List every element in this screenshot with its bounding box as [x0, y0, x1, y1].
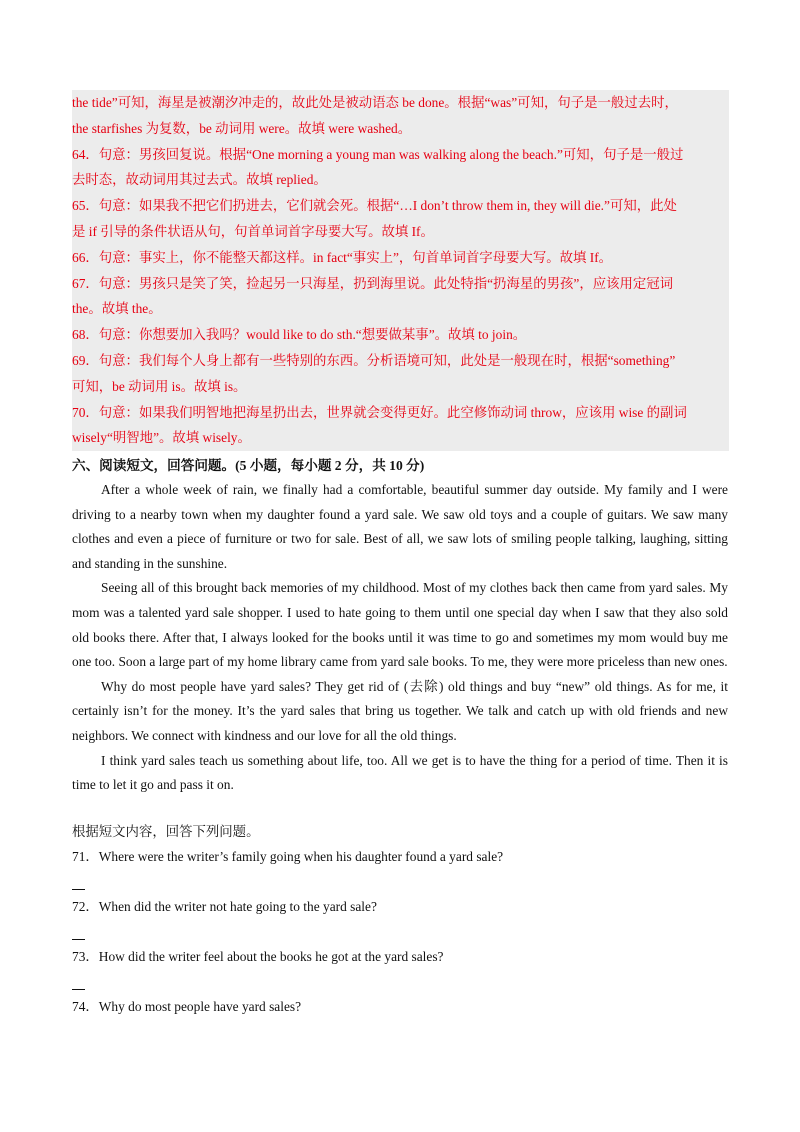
answer-blank-71[interactable]: [72, 889, 85, 890]
question-72: 72．When did the writer not hate going to the yard sale?: [72, 899, 377, 914]
answer-line: 64．句意：男孩回复说。根据“One morning a young man was walking along the beach.”可知，句子是一般过: [72, 146, 684, 162]
answer-line: 65．句意：如果我不把它们扔进去，它们就会死。根据“…I don’t throw them in, they will die.”可知，此处: [72, 198, 677, 214]
answer-line: 是 if 引导的条件状语从句，句首单词首字母要大写。故填 If。: [72, 223, 434, 239]
answer-line: 67．句意：男孩只是笑了笑，捡起另一只海星，扔到海里说。此处特指“扔海星的男孩”，应该用定冠词: [72, 275, 674, 291]
passage-paragraph: Seeing all of this brought back memories of my childhood. Most of my clothes back then came from yard sales. My mom was a talented yard sale shopper. I used to hate going to them until one special day when I saw that they also sold old books there. After that, I always looked for the books until it was time to go and sometimes my mom would buy me one too. Soon a large part of my home library came from yard sale books. To me, they were more priceless than new ones.: [72, 580, 728, 670]
question-71: 71．Where were the writer’s family going when his daughter found a yard sale?: [72, 849, 504, 864]
answer-line: 去时态，故动词用其过去式。故填 replied。: [72, 172, 327, 188]
instruction: 根据短文内容，回答下列问题。: [72, 824, 260, 839]
answer-line: 66．句意：事实上，你不能整天都这样。in fact“事实上”，句首单词首字母要大写。故填 If。: [72, 249, 613, 265]
answer-line: the tide”可知，海星是被潮汐冲走的，故此处是被动语态 be done。根据“was”可知，句子是一般过去时，: [72, 95, 678, 110]
question-74: 74．Why do most people have yard sales?: [72, 999, 302, 1014]
reading-passage: [72, 478, 728, 798]
answer-line: 69．句意：我们每个人身上都有一些特别的东西。分析语境可知，此处是一般现在时，根据“something”: [72, 352, 676, 368]
answer-line: 可知，be 动词用 is。故填 is。: [72, 378, 247, 394]
section-title: 六、阅读短文，回答问题。(5 小题，每小题 2 分，共 10 分): [72, 458, 425, 473]
answer-line: the starfishes 为复数，be 动词用 were。故填 were washed。: [72, 120, 412, 136]
answer-line: 68．句意：你想要加入我吗？would like to do sth.“想要做某事”。故填 to join。: [72, 327, 527, 343]
answer-line: 70．句意：如果我们明智地把海星扔出去，世界就会变得更好。此空修饰动词 throw，应该用 wise 的副词: [72, 404, 687, 420]
answer-blank-73[interactable]: [72, 989, 85, 990]
passage-paragraph: Why do most people have yard sales? They get rid of (去除) old things and buy “new” old things. As for me, it certainly isn’t for the money. It’s the yard sales that bring us together. We talk and catch up with old friends and new neighbors. We connect with kindness and our love for all the old things.: [72, 678, 728, 743]
passage-paragraph: I think yard sales teach us something about life, too. All we get is to have the thing for a period of time. Then it is time to let it go and pass it on.: [72, 752, 728, 793]
passage-paragraph: After a whole week of rain, we finally had a comfortable, beautiful summer day outside. My family and I were driving to a nearby town when my daughter found a yard sale. We saw old toys and a couple of guitars. We saw many clothes and even a piece of furniture or two for sale. Best of all, we saw lots of smiling people talking, laughing, sitting and standing in the sunshine.: [72, 482, 728, 571]
answer-explanations: [72, 90, 729, 451]
question-73: 73．How did the writer feel about the books he got at the yard sales?: [72, 949, 444, 964]
answer-blank-72[interactable]: [72, 939, 85, 940]
answer-line: wisely“明智地”。故填 wisely。: [72, 430, 251, 446]
answer-line: the。故填 the。: [72, 301, 162, 317]
